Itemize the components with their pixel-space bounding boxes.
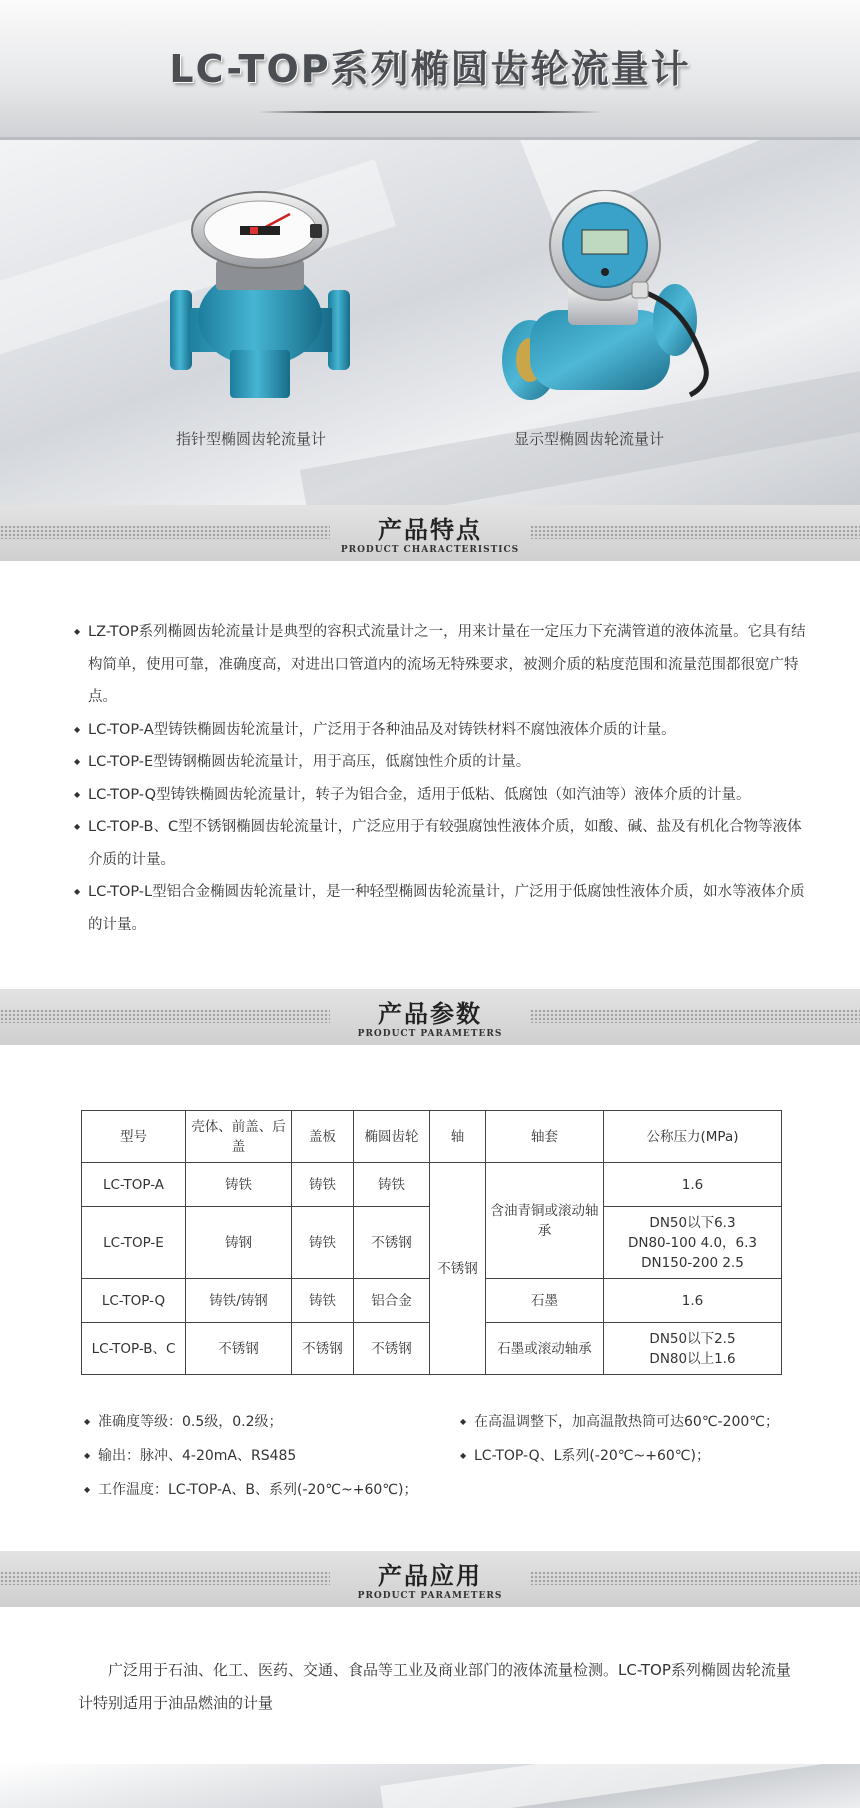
section-subtitle: PRODUCT PARAMETERS — [357, 1591, 503, 1601]
column-header: 盖板 — [292, 1111, 354, 1163]
feature-item: ◆ LZ-TOP系列椭圆齿轮流量计是典型的容积式流量计之一，用来计量在一定压力下充满管道的液体流量。它具有结构简单，使用可靠，准确度高，对进出口管道内的流场无特殊要求，被测介质的粘度范围和流量范围都很宽广特点。 — [76, 616, 806, 714]
title-underline — [258, 111, 602, 113]
spec-item: ◆ 输出：脉冲、4-20mA、RS485 — [86, 1439, 417, 1473]
spec-item: ◆ 工作温度：LC-TOP-A、B、系列(-20℃~+60℃)； — [86, 1473, 417, 1507]
cell-gear: 铝合金 — [354, 1279, 430, 1323]
cell-body: 铸铁/铸钢 — [186, 1279, 292, 1323]
pressure-line: DN50以下2.5 — [649, 1330, 736, 1347]
decorative-stripe — [380, 1764, 860, 1808]
column-header: 椭圆齿轮 — [354, 1111, 430, 1163]
section-subtitle: PRODUCT CHARACTERISTICS — [340, 545, 520, 555]
cell-bushing: 含油青铜或滚动轴承 — [486, 1163, 604, 1279]
cell-model: LC-TOP-B、C — [82, 1323, 186, 1375]
feature-item: ◆ LC-TOP-L型铝合金椭圆齿轮流量计，是一种轻型椭圆齿轮流量计，广泛用于低腐蚀性液体介质，如水等液体介质的计量。 — [76, 876, 806, 941]
feature-item: ◆ LC-TOP-E型铸钢椭圆齿轮流量计，用于高压，低腐蚀性介质的计量。 — [76, 746, 806, 779]
page-title: LC-TOP系列椭圆齿轮流量计 — [169, 47, 691, 91]
spec-item: ◆ 在高温调整下，加高温散热筒可达60℃-200℃； — [462, 1405, 779, 1439]
cell-bushing: 石墨或滚动轴承 — [486, 1323, 604, 1375]
application-text: 广泛用于石油、化工、医药、交通、食品等工业及商业部门的液体流量检测。LC-TOP系列椭圆齿轮流量计特别适用于油品燃油的计量 — [78, 1661, 791, 1712]
parameters-table — [81, 1110, 782, 1375]
cell-cover: 铸铁 — [292, 1163, 354, 1207]
footer-band — [0, 1764, 860, 1808]
feature-item: ◆ LC-TOP-A型铸铁椭圆齿轮流量计，广泛用于各种油品及对铸铁材料不腐蚀液体介质的计量。 — [76, 714, 806, 747]
product-caption-pointer: 指针型椭圆齿轮流量计 — [176, 430, 327, 448]
section-header-application — [0, 1551, 860, 1607]
hero-banner — [0, 0, 860, 505]
table-row — [82, 1163, 782, 1207]
spec-list-right — [462, 1405, 779, 1473]
cell-gear: 不锈钢 — [354, 1207, 430, 1279]
spec-item: ◆ LC-TOP-Q、L系列(-20℃~+60℃)； — [462, 1439, 779, 1473]
feature-list — [76, 616, 806, 941]
cell-body: 铸铁 — [186, 1163, 292, 1207]
section-title: 产品参数 — [378, 999, 482, 1028]
section-title: 产品特点 — [378, 515, 482, 544]
section-subtitle: PRODUCT PARAMETERS — [357, 1029, 503, 1039]
display-flowmeter-image — [500, 190, 730, 410]
spec-list-left — [86, 1405, 417, 1507]
cell-cover: 不锈钢 — [292, 1323, 354, 1375]
section-header-parameters — [0, 989, 860, 1045]
section-title: 产品应用 — [378, 1561, 482, 1590]
column-header: 公称压力(MPa) — [604, 1111, 782, 1163]
cell-gear: 铸铁 — [354, 1163, 430, 1207]
product-caption-display: 显示型椭圆齿轮流量计 — [514, 430, 665, 448]
cell-cover: 铸铁 — [292, 1279, 354, 1323]
cell-model: LC-TOP-Q — [82, 1279, 186, 1323]
cell-pressure — [604, 1207, 782, 1279]
cell-pressure — [604, 1323, 782, 1375]
pressure-line: DN150-200 2.5 — [641, 1254, 744, 1271]
cell-cover: 铸铁 — [292, 1207, 354, 1279]
pressure-line: DN80-100 4.0，6.3 — [627, 1234, 758, 1251]
column-header: 轴 — [430, 1111, 486, 1163]
feature-item: ◆ LC-TOP-Q型铸铁椭圆齿轮流量计，转子为铝合金，适用于低粘、低腐蚀（如汽油等）液体介质的计量。 — [76, 779, 806, 812]
feature-item: ◆ LC-TOP-B、C型不锈钢椭圆齿轮流量计，广泛应用于有较强腐蚀性液体介质，如酸、碱、盐及有机化合物等液体介质的计量。 — [76, 811, 806, 876]
column-header: 型号 — [82, 1111, 186, 1163]
cell-bushing: 石墨 — [486, 1279, 604, 1323]
pressure-line: DN80以上1.6 — [649, 1350, 736, 1367]
spec-item: ◆ 准确度等级：0.5级，0.2级； — [86, 1405, 417, 1439]
pointer-flowmeter-image — [170, 190, 350, 400]
cell-gear: 不锈钢 — [354, 1323, 430, 1375]
cell-body: 不锈钢 — [186, 1323, 292, 1375]
cell-model: LC-TOP-E — [82, 1207, 186, 1279]
cell-pressure: 1.6 — [604, 1279, 782, 1323]
section-header-characteristics — [0, 505, 860, 561]
column-header: 壳体、前盖、后盖 — [186, 1111, 292, 1163]
cell-body: 铸钢 — [186, 1207, 292, 1279]
column-header: 轴套 — [486, 1111, 604, 1163]
cell-pressure: 1.6 — [604, 1163, 782, 1207]
table-header-row — [82, 1111, 782, 1163]
cell-model: LC-TOP-A — [82, 1163, 186, 1207]
pressure-line: DN50以下6.3 — [649, 1214, 736, 1231]
cell-shaft: 不锈钢 — [430, 1163, 486, 1375]
